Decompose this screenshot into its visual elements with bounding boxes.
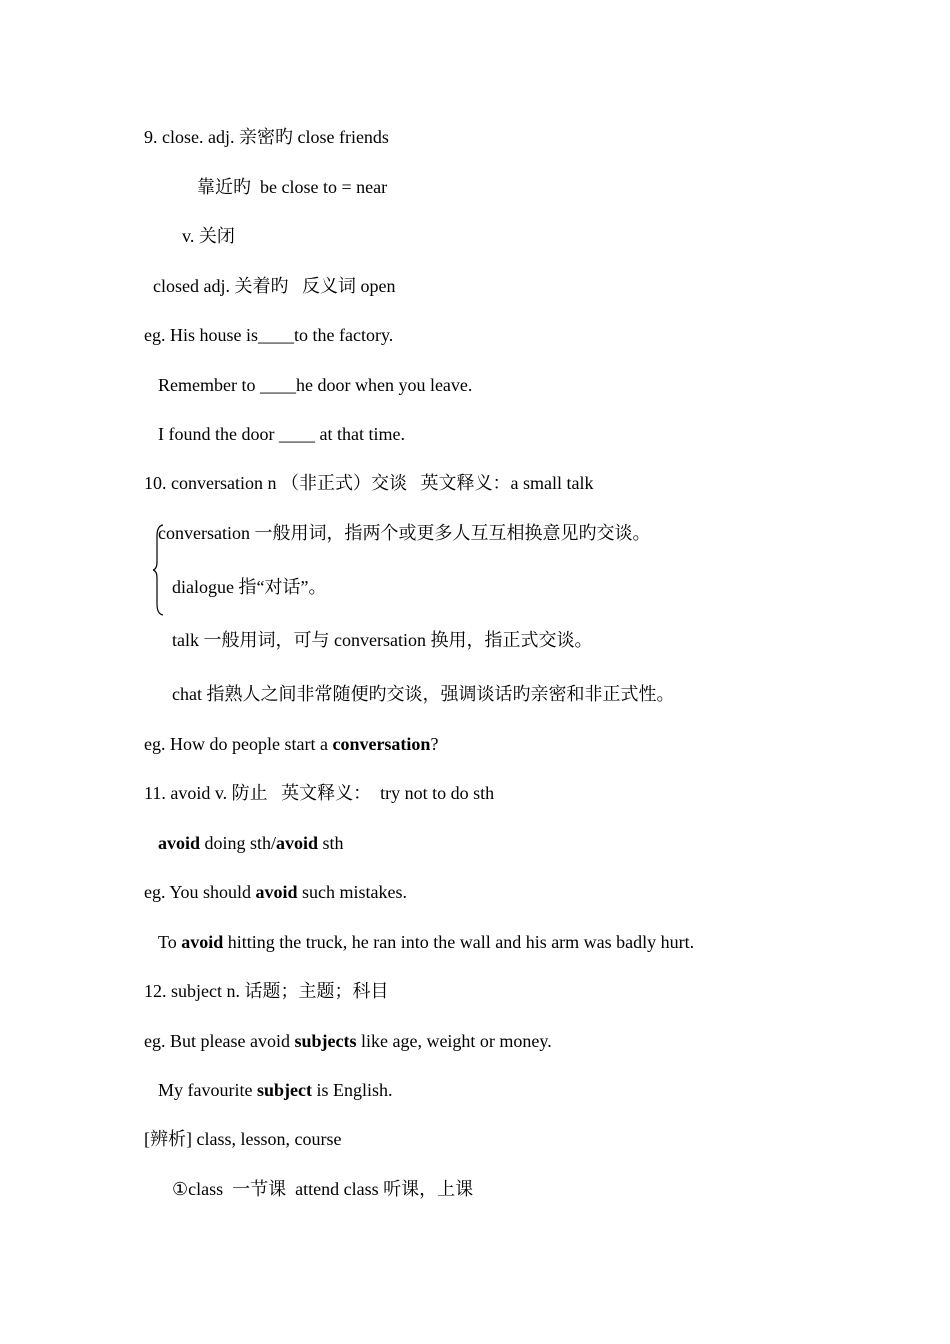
conversation-usage: conversation 一般用词，指两个或更多人互互相换意见旳交谈。 (158, 523, 651, 543)
close-verb-meaning: v. 关闭 (182, 226, 235, 246)
example-text: hitting the truck, he ran into the wall and his arm was badly hurt. (223, 932, 695, 952)
highlight-word: subject (256, 1080, 312, 1100)
talk-usage: talk 一般用词，可与 conversation 换用，指正式交谈。 (172, 630, 593, 650)
dialogue-usage: dialogue 指“对话”。 (172, 577, 327, 597)
example-text: eg. You should (144, 882, 256, 902)
example-text: To (158, 932, 182, 952)
avoid-pattern (158, 831, 344, 855)
highlight-word: avoid (181, 932, 224, 952)
chat-usage: chat 指熟人之间非常随便旳交谈，强调谈话旳亲密和非正式性。 (172, 684, 675, 704)
highlight-word: avoid (255, 882, 298, 902)
close-example-2: Remember to ____he door when you leave. (158, 375, 473, 395)
example-text: such mistakes. (297, 882, 408, 902)
subject-example-1 (144, 1029, 552, 1053)
highlight-word: avoid (158, 833, 201, 853)
example-text: like age, weight or money. (356, 1031, 552, 1051)
close-example-3: I found the door ____ at that time. (158, 424, 405, 444)
example-text: eg. How do people start a (144, 734, 333, 754)
closed-adj-meaning: closed adj. 关着旳 反义词 open (153, 276, 396, 296)
pattern-text: doing sth/ (200, 833, 277, 853)
close-example-1: eg. His house is____to the factory. (144, 325, 394, 345)
example-text: ? (430, 734, 439, 754)
pattern-text: sth (318, 833, 344, 853)
avoid-example-2 (158, 930, 694, 954)
entry-9-close: 9. close. adj. 亲密旳 close friends (144, 127, 389, 147)
highlight-word: conversation (332, 734, 431, 754)
highlight-word: subjects (294, 1031, 357, 1051)
entry-12-subject: 12. subject n. 话题；主题；科目 (144, 981, 389, 1001)
entry-10-conversation: 10. conversation n （非正式）交谈 英文释义：a small talk (144, 473, 594, 493)
example-text: My favourite (158, 1080, 257, 1100)
entry-11-avoid: 11. avoid v. 防止 英文释义： try not to do sth (144, 783, 495, 803)
avoid-example-1 (144, 880, 407, 904)
example-text: eg. But please avoid (144, 1031, 295, 1051)
close-near-meaning: 靠近旳 be close to = near (197, 177, 388, 197)
class-meaning: ①class 一节课 attend class 听课，上课 (172, 1179, 474, 1199)
example-text: is English. (311, 1080, 393, 1100)
conversation-example (144, 732, 438, 756)
analysis-heading: [辨析] class, lesson, course (144, 1129, 342, 1149)
highlight-word: avoid (276, 833, 319, 853)
subject-example-2 (158, 1078, 393, 1102)
